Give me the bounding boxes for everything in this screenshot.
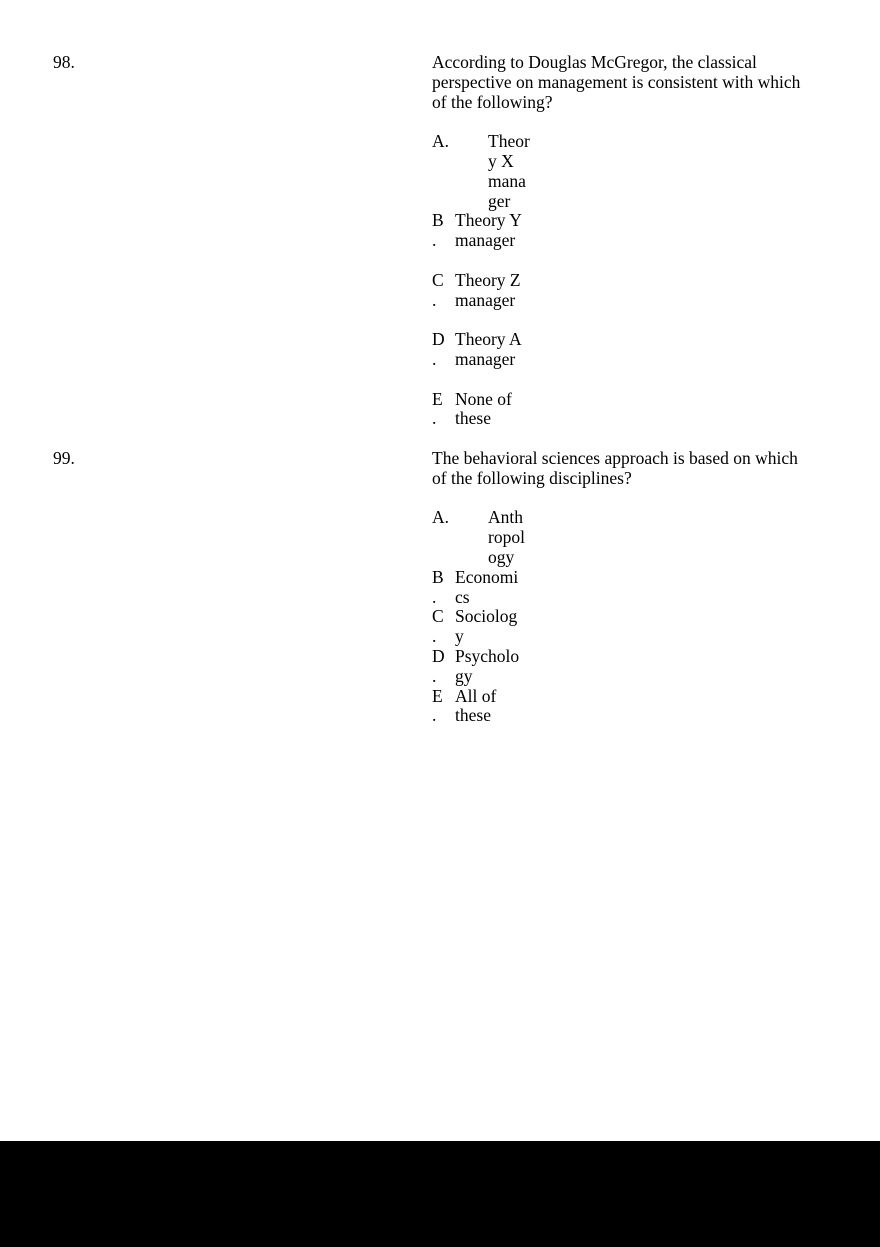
option-letter-line: D — [432, 645, 445, 666]
option-text-line: None of — [455, 388, 512, 409]
option-text-line: Psycholo — [455, 645, 520, 666]
option-letter-line: . — [432, 586, 437, 607]
option-text-line: All of — [455, 685, 497, 706]
option-letter — [432, 568, 455, 608]
option-text-line: y — [455, 626, 464, 647]
option-text — [455, 568, 518, 608]
option-text — [488, 508, 525, 567]
option-text-line: Anth — [488, 507, 523, 528]
option-text-line: ogy — [488, 546, 515, 567]
option-letter — [432, 508, 488, 528]
option-letter-line: C — [432, 606, 444, 627]
option-letter — [432, 271, 455, 311]
option-text-line: ger — [488, 190, 511, 211]
option-text — [455, 390, 512, 430]
option-row-c — [432, 607, 798, 647]
option-text-line: manager — [455, 289, 516, 310]
option-text-line: Theory A — [455, 329, 522, 350]
option-row-a — [432, 508, 798, 567]
option-letter-line: B — [432, 210, 444, 231]
question-text-line: of the following? — [432, 91, 553, 112]
option-text-line: mana — [488, 170, 526, 191]
option-text-line: Theory Z — [455, 269, 521, 290]
option-letter-line: . — [432, 705, 437, 726]
question-number: 98. — [53, 52, 75, 72]
option-row-b — [432, 568, 798, 608]
option-row-c — [432, 271, 798, 311]
option-letter — [432, 687, 455, 727]
option-letter-line: . — [432, 289, 437, 310]
option-text-line: Sociolog — [455, 606, 518, 627]
question-content — [432, 449, 798, 726]
option-letter — [432, 132, 488, 152]
option-row-a — [432, 132, 798, 211]
option-row-d — [432, 647, 798, 687]
option-text-line: these — [455, 408, 491, 429]
option-text-line: cs — [455, 586, 470, 607]
option-letter — [432, 607, 455, 647]
option-letter-line: D — [432, 329, 445, 350]
option-letter-line: . — [432, 665, 437, 686]
document-content — [53, 52, 801, 726]
option-text — [455, 647, 519, 687]
question-text-line: The behavioral sciences approach is based on which — [432, 447, 798, 468]
option-text-line: gy — [455, 665, 473, 686]
option-text-line: manager — [455, 348, 516, 369]
option-text — [455, 271, 521, 311]
option-text-line: Economi — [455, 566, 519, 587]
option-letter — [432, 390, 455, 430]
option-letter-line: A. — [432, 507, 450, 528]
question-text — [432, 449, 798, 489]
option-letter-line: . — [432, 348, 437, 369]
question-content — [432, 52, 801, 429]
question-text — [432, 52, 801, 112]
footer-black-bar — [0, 1141, 880, 1247]
option-text-line: ropol — [488, 527, 525, 548]
option-letter — [432, 211, 455, 251]
question-98 — [53, 52, 801, 429]
option-letter-line: . — [432, 626, 437, 647]
option-row-e — [432, 390, 798, 430]
option-text-line: Theory Y — [455, 210, 522, 231]
option-text-line: manager — [455, 230, 516, 251]
option-text — [455, 330, 522, 370]
question-text-line: perspective on management is consistent with which — [432, 71, 801, 92]
option-text — [455, 687, 496, 727]
option-letter — [432, 330, 455, 370]
question-text-line: of the following disciplines? — [432, 467, 632, 488]
option-text — [455, 211, 522, 251]
option-letter — [432, 647, 455, 687]
question-99 — [53, 449, 798, 726]
option-row-d — [432, 330, 798, 370]
option-text — [488, 132, 530, 211]
option-text-line: y X — [488, 150, 514, 171]
options-list — [432, 508, 798, 726]
option-letter-line: E — [432, 388, 443, 409]
option-text-line: Theor — [488, 131, 530, 152]
option-text-line: these — [455, 705, 491, 726]
option-row-e — [432, 687, 798, 727]
option-text — [455, 607, 517, 647]
option-letter-line: E — [432, 685, 443, 706]
options-list — [432, 132, 798, 429]
question-text-line: According to Douglas McGregor, the classical — [432, 52, 757, 72]
option-letter-line: C — [432, 269, 444, 290]
option-letter-line: B — [432, 566, 444, 587]
option-letter-line: . — [432, 408, 437, 429]
option-letter-line: A. — [432, 131, 450, 152]
option-row-b — [432, 211, 798, 251]
question-number: 99. — [53, 447, 75, 468]
option-letter-line: . — [432, 230, 437, 251]
